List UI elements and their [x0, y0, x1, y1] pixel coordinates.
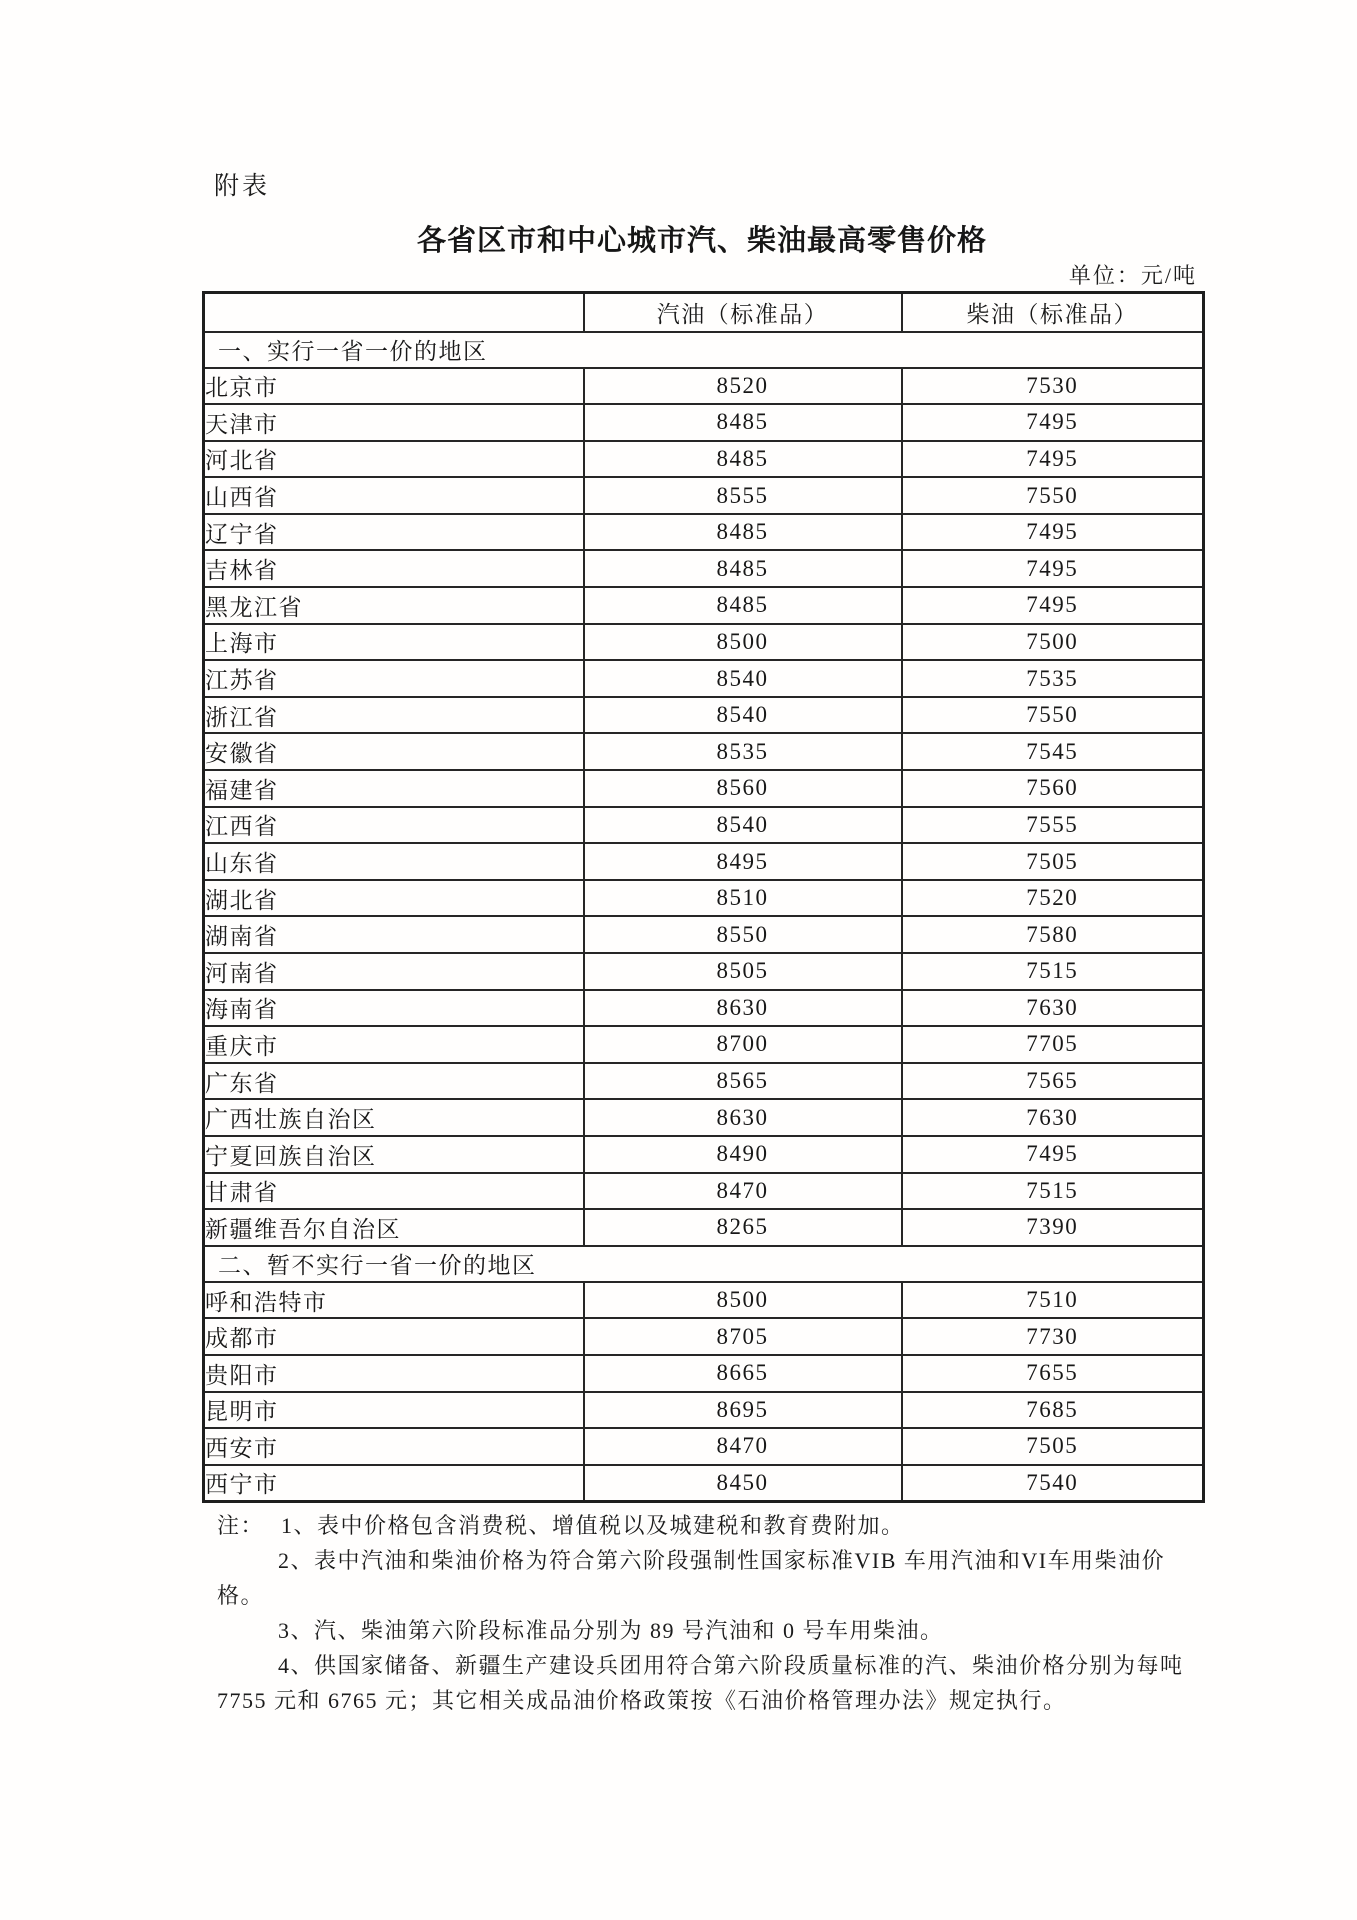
gasoline-price-cell: 8500 — [584, 1282, 902, 1319]
diesel-price-cell: 7495 — [902, 550, 1204, 587]
table-row — [204, 1428, 1204, 1465]
section-header-row — [204, 1246, 1204, 1282]
diesel-price-cell: 7630 — [902, 1099, 1204, 1136]
diesel-price-cell: 7520 — [902, 880, 1204, 917]
region-cell: 江西省 — [204, 807, 584, 844]
gasoline-price-cell: 8485 — [584, 550, 902, 587]
table-row — [204, 1136, 1204, 1173]
region-cell: 江苏省 — [204, 660, 584, 697]
table-row — [204, 880, 1204, 917]
table-row — [204, 916, 1204, 953]
price-table — [202, 291, 1205, 1503]
diesel-price-cell: 7495 — [902, 1136, 1204, 1173]
diesel-price-cell: 7495 — [902, 441, 1204, 478]
table-header-row — [204, 293, 1204, 332]
gasoline-price-cell: 8540 — [584, 697, 902, 734]
gasoline-price-cell: 8485 — [584, 404, 902, 441]
table-row — [204, 368, 1204, 405]
region-cell: 吉林省 — [204, 550, 584, 587]
region-cell: 新疆维吾尔自治区 — [204, 1209, 584, 1246]
table-row — [204, 514, 1204, 551]
table-row — [204, 1026, 1204, 1063]
region-cell: 贵阳市 — [204, 1355, 584, 1392]
gasoline-price-cell: 8485 — [584, 514, 902, 551]
diesel-price-cell: 7505 — [902, 843, 1204, 880]
diesel-price-cell: 7730 — [902, 1318, 1204, 1355]
region-cell: 海南省 — [204, 990, 584, 1027]
table-row — [204, 1173, 1204, 1210]
region-cell: 辽宁省 — [204, 514, 584, 551]
region-cell: 湖南省 — [204, 916, 584, 953]
diesel-price-cell: 7655 — [902, 1355, 1204, 1392]
region-cell: 呼和浩特市 — [204, 1282, 584, 1319]
diesel-price-cell: 7540 — [902, 1465, 1204, 1502]
diesel-price-cell: 7530 — [902, 368, 1204, 405]
gasoline-price-cell: 8630 — [584, 990, 902, 1027]
table-row — [204, 1465, 1204, 1502]
gasoline-price-cell: 8535 — [584, 733, 902, 770]
diesel-price-cell: 7705 — [902, 1026, 1204, 1063]
region-cell: 宁夏回族自治区 — [204, 1136, 584, 1173]
notes-label: 注： — [217, 1513, 265, 1538]
note-line: 4、供国家储备、新疆生产建设兵团用符合第六阶段质量标准的汽、柴油价格分别为每吨 — [278, 1653, 1184, 1678]
diesel-price-cell: 7505 — [902, 1428, 1204, 1465]
gasoline-price-cell: 8550 — [584, 916, 902, 953]
region-cell: 山西省 — [204, 477, 584, 514]
region-cell: 甘肃省 — [204, 1173, 584, 1210]
section-label: 二、暂不实行一省一价的地区 — [204, 1246, 1204, 1282]
gasoline-price-cell: 8665 — [584, 1355, 902, 1392]
region-cell: 天津市 — [204, 404, 584, 441]
region-cell: 上海市 — [204, 624, 584, 661]
region-cell: 广西壮族自治区 — [204, 1099, 584, 1136]
diesel-price-cell: 7580 — [902, 916, 1204, 953]
region-cell: 河北省 — [204, 441, 584, 478]
gasoline-price-cell: 8705 — [584, 1318, 902, 1355]
section-label: 一、实行一省一价的地区 — [204, 332, 1204, 368]
note-line: 2、表中汽油和柴油价格为符合第六阶段强制性国家标准VIB 车用汽油和VI车用柴油价 — [278, 1548, 1166, 1573]
region-cell: 山东省 — [204, 843, 584, 880]
diesel-price-cell: 7535 — [902, 660, 1204, 697]
table-row — [204, 1318, 1204, 1355]
note-text: 1、表中价格包含消费税、增值税以及城建税和教育费附加。 — [281, 1513, 905, 1538]
gasoline-price-cell: 8510 — [584, 880, 902, 917]
diesel-price-cell: 7515 — [902, 1173, 1204, 1210]
diesel-price-cell: 7550 — [902, 477, 1204, 514]
price-table-body — [204, 332, 1204, 1502]
gasoline-price-cell: 8485 — [584, 441, 902, 478]
region-cell: 浙江省 — [204, 697, 584, 734]
gasoline-price-cell: 8555 — [584, 477, 902, 514]
note-line: 3、汽、柴油第六阶段标准品分别为 89 号汽油和 0 号车用柴油。 — [278, 1618, 944, 1643]
note-line: 格。 — [217, 1583, 265, 1608]
gasoline-price-cell: 8495 — [584, 843, 902, 880]
gasoline-price-cell: 8470 — [584, 1428, 902, 1465]
region-cell: 湖北省 — [204, 880, 584, 917]
region-cell: 安徽省 — [204, 733, 584, 770]
region-cell: 福建省 — [204, 770, 584, 807]
table-row — [204, 1063, 1204, 1100]
region-cell: 西安市 — [204, 1428, 584, 1465]
region-cell: 广东省 — [204, 1063, 584, 1100]
table-row — [204, 1099, 1204, 1136]
gasoline-price-cell: 8540 — [584, 660, 902, 697]
diesel-price-cell: 7495 — [902, 514, 1204, 551]
appendix-label: 附表 — [214, 173, 271, 200]
table-row — [204, 953, 1204, 990]
diesel-price-cell: 7555 — [902, 807, 1204, 844]
region-cell: 成都市 — [204, 1318, 584, 1355]
table-row — [204, 1355, 1204, 1392]
gasoline-price-cell: 8700 — [584, 1026, 902, 1063]
gasoline-price-cell: 8540 — [584, 807, 902, 844]
table-row — [204, 660, 1204, 697]
diesel-price-cell: 7500 — [902, 624, 1204, 661]
notes-block — [217, 1509, 1227, 1719]
diesel-price-cell: 7565 — [902, 1063, 1204, 1100]
region-cell: 河南省 — [204, 953, 584, 990]
gasoline-price-cell: 8695 — [584, 1392, 902, 1429]
table-row — [204, 587, 1204, 624]
region-cell: 昆明市 — [204, 1392, 584, 1429]
gasoline-price-cell: 8265 — [584, 1209, 902, 1246]
table-row — [204, 624, 1204, 661]
table-row — [204, 1392, 1204, 1429]
table-row — [204, 1209, 1204, 1246]
diesel-price-cell: 7515 — [902, 953, 1204, 990]
table-row — [204, 807, 1204, 844]
gasoline-price-cell: 8470 — [584, 1173, 902, 1210]
region-cell: 西宁市 — [204, 1465, 584, 1502]
region-cell: 黑龙江省 — [204, 587, 584, 624]
diesel-price-cell: 7545 — [902, 733, 1204, 770]
gasoline-price-cell: 8520 — [584, 368, 902, 405]
table-row — [204, 404, 1204, 441]
section-header-row — [204, 332, 1204, 368]
diesel-price-cell: 7390 — [902, 1209, 1204, 1246]
diesel-price-cell: 7560 — [902, 770, 1204, 807]
table-row — [204, 477, 1204, 514]
gasoline-column-header: 汽油（标准品） — [584, 293, 902, 332]
gasoline-price-cell: 8490 — [584, 1136, 902, 1173]
gasoline-price-cell: 8505 — [584, 953, 902, 990]
table-row — [204, 843, 1204, 880]
region-cell: 重庆市 — [204, 1026, 584, 1063]
table-row — [204, 441, 1204, 478]
table-row — [204, 990, 1204, 1027]
note-line: 7755 元和 6765 元；其它相关成品油价格政策按《石油价格管理办法》规定执行。 — [217, 1688, 1067, 1713]
table-row — [204, 733, 1204, 770]
diesel-price-cell: 7510 — [902, 1282, 1204, 1319]
unit-label: 单位：元/吨 — [1068, 263, 1197, 288]
gasoline-price-cell: 8630 — [584, 1099, 902, 1136]
page-title: 各省区市和中心城市汽、柴油最高零售价格 — [416, 225, 987, 257]
gasoline-price-cell: 8560 — [584, 770, 902, 807]
gasoline-price-cell: 8485 — [584, 587, 902, 624]
table-row — [204, 697, 1204, 734]
diesel-price-cell: 7550 — [902, 697, 1204, 734]
diesel-price-cell: 7630 — [902, 990, 1204, 1027]
diesel-price-cell: 7495 — [902, 587, 1204, 624]
gasoline-price-cell: 8450 — [584, 1465, 902, 1502]
table-row — [204, 1282, 1204, 1319]
region-cell: 北京市 — [204, 368, 584, 405]
region-column-header — [204, 293, 584, 332]
diesel-column-header: 柴油（标准品） — [902, 293, 1204, 332]
gasoline-price-cell: 8565 — [584, 1063, 902, 1100]
table-row — [204, 550, 1204, 587]
diesel-price-cell: 7495 — [902, 404, 1204, 441]
table-row — [204, 770, 1204, 807]
gasoline-price-cell: 8500 — [584, 624, 902, 661]
note-line — [217, 1509, 1227, 1544]
diesel-price-cell: 7685 — [902, 1392, 1204, 1429]
